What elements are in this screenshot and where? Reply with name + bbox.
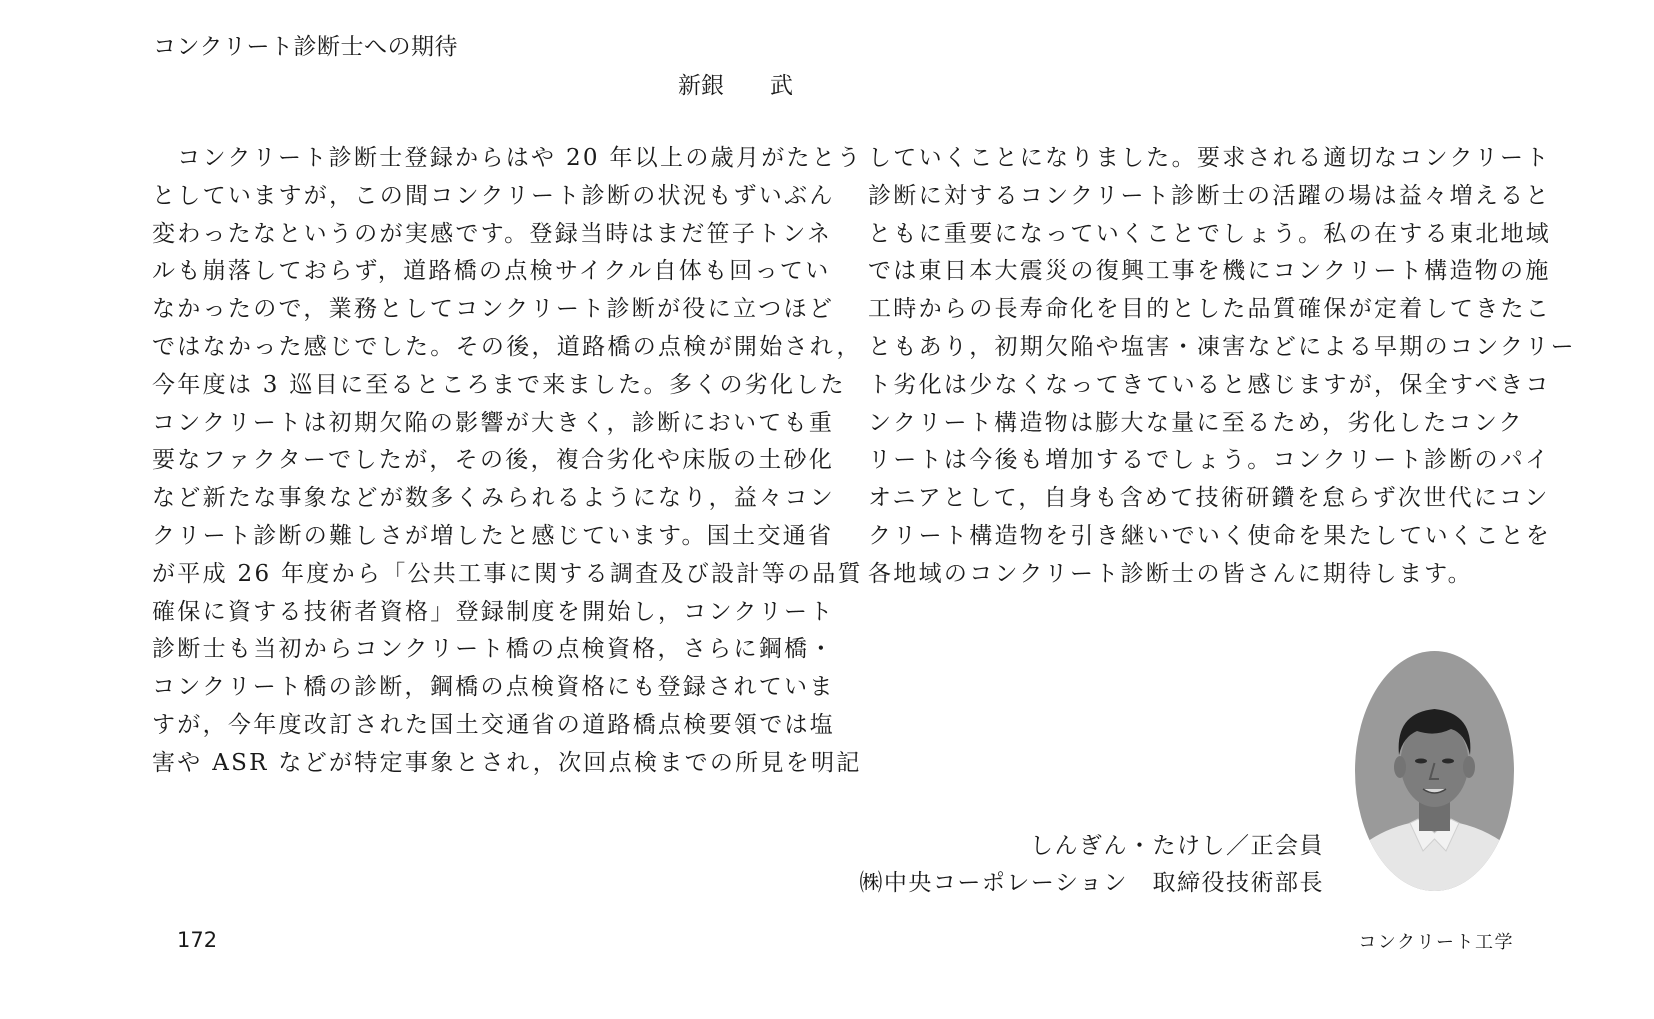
body-line: 診断士も当初からコンクリート橋の点検資格，さらに鋼橋・ [152, 636, 835, 663]
author-signature-name: しんぎん・たけし／正会員 [1030, 833, 1324, 859]
body-line: すが，今年度改訂された国土交通省の道路橋点検要領では塩 [152, 711, 836, 738]
body-line: ルも崩落しておらず，道路橋の点検サイクル自体も回ってい [152, 258, 831, 285]
photo-eye-right [1442, 759, 1454, 764]
body-line: オニアとして，自身も含めて技術研鑽を怠らず次世代にコン [868, 485, 1550, 512]
author-name: 新銀 武 [678, 73, 793, 99]
body-line: コンクリート診断士登録からはや 20 年以上の歳月がたとう [152, 145, 863, 171]
photo-ear-right [1463, 756, 1475, 778]
body-line: が平成 26 年度から「公共工事に関する調査及び設計等の品質 [152, 560, 863, 587]
body-line: ともあり，初期欠陥や塩害・凍害などによる早期のコンクリー [868, 333, 1576, 360]
body-line: 確保に資する技術者資格」登録制度を開始し，コンクリート [152, 598, 835, 625]
body-line: ンクリート構造物は膨大な量に至るため，劣化したコンク [868, 409, 1524, 436]
body-line: なかったので，業務としてコンクリート診断が役に立つほど [152, 296, 835, 323]
body-line: 変わったなというのが実感です。登録当時はまだ笹子トンネ [152, 220, 833, 247]
body-line: では東日本大震災の復興工事を機にコンクリート構造物の施 [868, 258, 1551, 285]
body-line: していくことになりました。要求される適切なコンクリート [868, 145, 1551, 171]
photo-ear-left [1394, 756, 1406, 778]
portrait-photo [1355, 651, 1514, 891]
body-line: 診断に対するコンクリート診断士の活躍の場は益々増えると [868, 182, 1551, 209]
body-column-left [152, 140, 863, 783]
journal-name: コンクリート工学 [1358, 932, 1514, 953]
body-line: ともに重要になっていくことでしょう。私の在する東北地域 [868, 220, 1552, 247]
body-line: ト劣化は少なくなってきていると感じますが，保全すべきコ [868, 371, 1551, 398]
body-line: 今年度は 3 巡目に至るところまで来ました。多くの劣化した [152, 371, 846, 398]
body-line: 害や ASR などが特定事象とされ，次回点検までの所見を明記 [152, 749, 862, 776]
body-line: 要なファクターでしたが，その後，複合劣化や床版の土砂化 [152, 447, 835, 474]
body-line: 工時からの長寿命化を目的とした品質確保が定着してきたこ [868, 296, 1552, 323]
body-line: など新たな事象などが数多くみられるようになり，益々コン [152, 485, 836, 512]
body-line: クリート構造物を引き継いでいく使命を果たしていくことを [868, 522, 1552, 549]
author-affiliation: ㈱中央コーポレーション 取締役技術部長 [859, 870, 1324, 896]
body-line: クリート診断の難しさが増したと感じています。国土交通省 [152, 522, 834, 549]
page-number: 172 [177, 928, 218, 952]
body-column-right [868, 140, 1576, 594]
body-line: コンクリートは初期欠陥の影響が大きく，診断においても重 [152, 409, 835, 436]
body-line: コンクリート橋の診断，鋼橋の点検資格にも登録されていま [152, 674, 835, 701]
body-line: としていますが，この間コンクリート診断の状況もずいぶん [152, 182, 835, 209]
body-line: リートは今後も増加するでしょう。コンクリート診断のパイ [868, 447, 1551, 474]
body-line: ではなかった感じでした。その後，道路橋の点検が開始され， [152, 333, 862, 360]
article-title: コンクリート診断士への期待 [153, 34, 459, 60]
photo-eye-left [1415, 759, 1427, 764]
body-line: 各地域のコンクリート診断士の皆さんに期待します。 [868, 560, 1473, 587]
